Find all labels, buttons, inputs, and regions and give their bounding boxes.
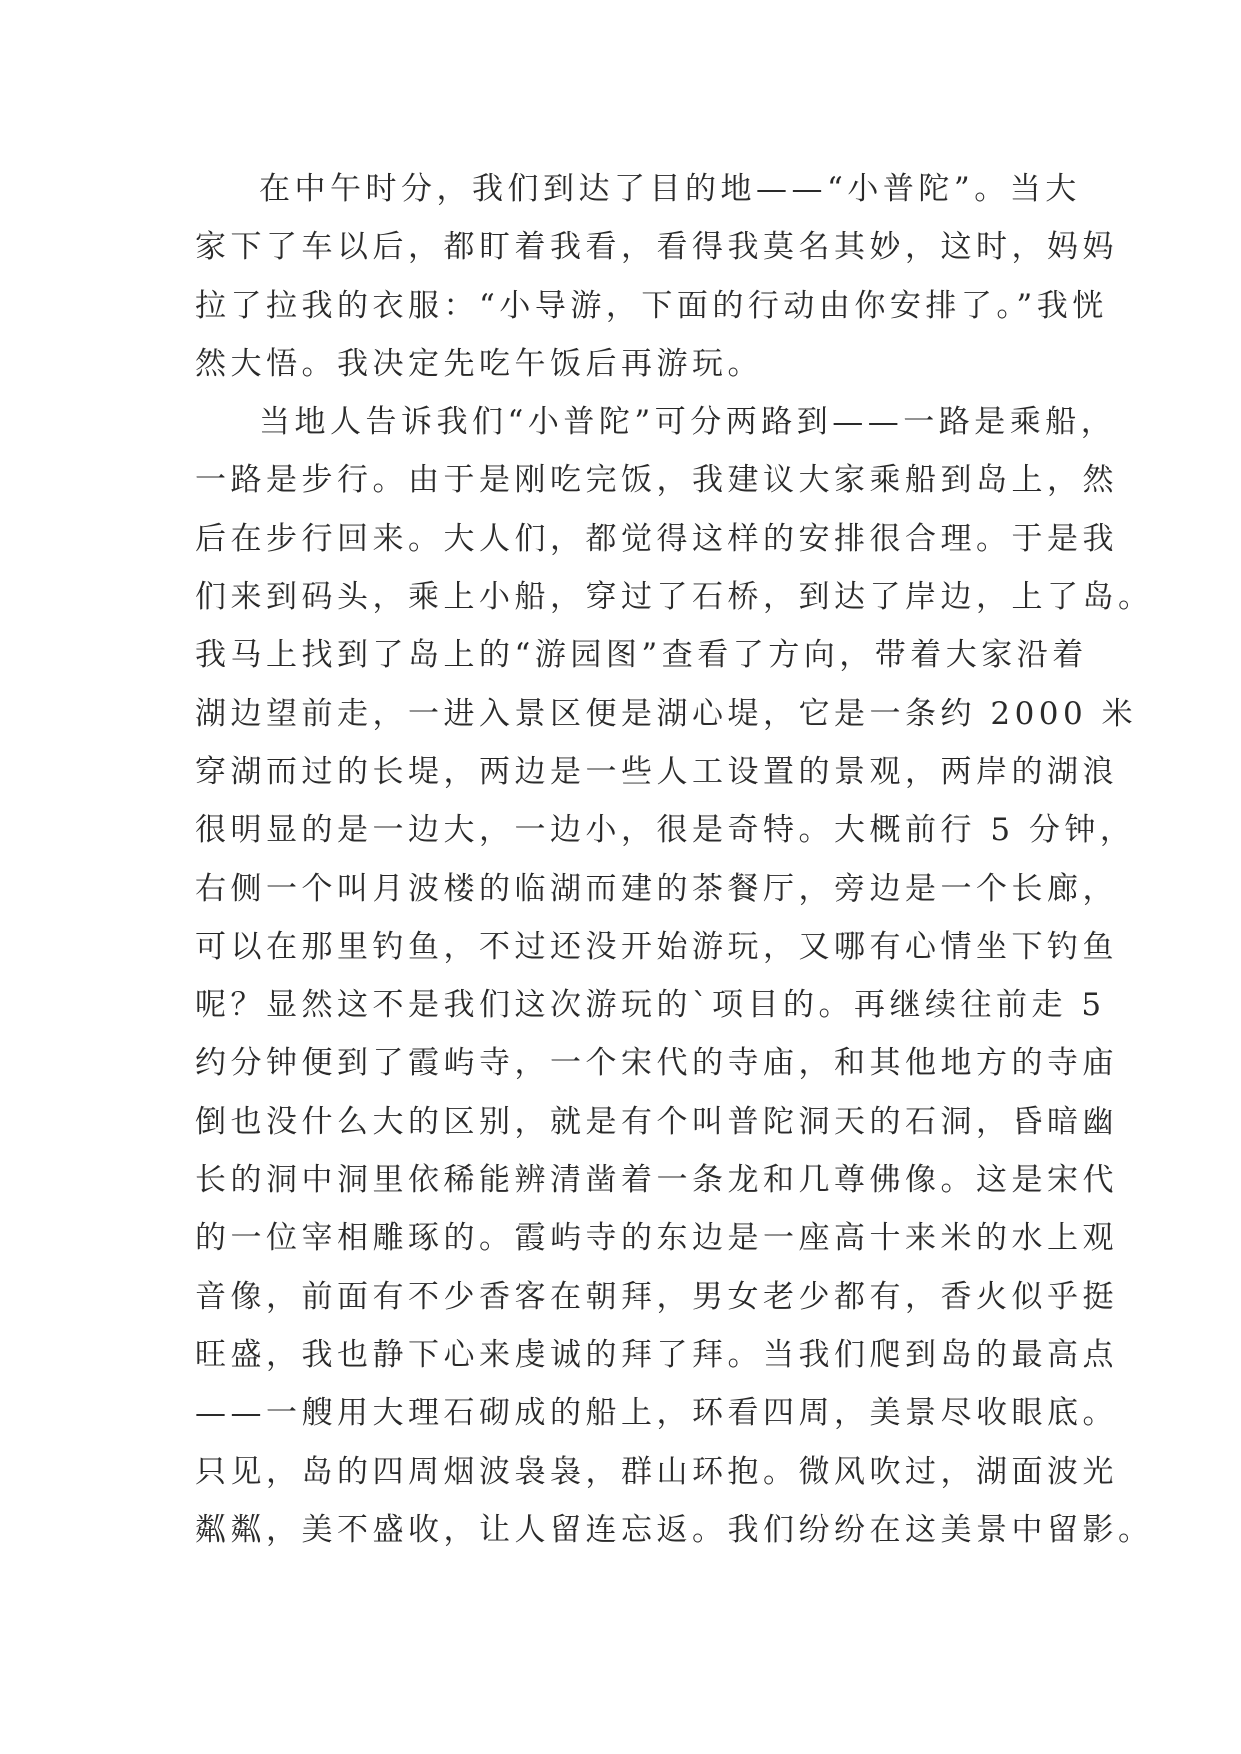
text-line: 可以在那里钓鱼，不过还没开始游玩，又哪有心情坐下钓鱼 xyxy=(195,928,1118,965)
text-line: 我马上找到了岛上的“游园图”查看了方向，带着大家沿着 xyxy=(195,637,1088,674)
text-line: 穿湖而过的长堤，两边是一些人工设置的景观，两岸的湖浪 xyxy=(195,753,1118,790)
paragraph-2 xyxy=(195,393,1154,1559)
text-line: 然大悟。我决定先吃午饭后再游玩。 xyxy=(195,345,763,382)
text-line: 后在步行回来。大人们，都觉得这样的安排很合理。于是我 xyxy=(195,520,1118,557)
text-line: 粼粼，美不盛收，让人留连忘返。我们纷纷在这美景中留影。 xyxy=(195,1511,1154,1548)
text-line: 当地人告诉我们“小普陀”可分两路到——一路是乘船， xyxy=(259,404,1117,441)
text-line: 一路是步行。由于是刚吃完饭，我建议大家乘船到岛上，然 xyxy=(195,462,1118,499)
text-line: 音像，前面有不少香客在朝拜，男女老少都有，香火似乎挺 xyxy=(195,1278,1118,1315)
text-line: 们来到码头，乘上小船，穿过了石桥，到达了岸边，上了岛。 xyxy=(195,579,1154,616)
text-line: 拉了拉我的衣服：“小导游，下面的行动由你安排了。”我恍 xyxy=(195,287,1108,324)
text-line: 倒也没什么大的区别，就是有个叫普陀洞天的石洞，昏暗幽 xyxy=(195,1103,1118,1140)
text-line: 约分钟便到了霞屿寺，一个宋代的寺庙，和其他地方的寺庙 xyxy=(195,1045,1118,1082)
text-line: ——一艘用大理石砌成的船上，环看四周，美景尽收眼底。 xyxy=(195,1395,1118,1432)
text-line: 旺盛，我也静下心来虔诚的拜了拜。当我们爬到岛的最高点 xyxy=(195,1336,1118,1373)
text-line: 湖边望前走，一进入景区便是湖心堤，它是一条约 2000 米 xyxy=(195,695,1138,732)
body-text xyxy=(195,160,1154,1559)
text-line: 呢？显然这不是我们这次游玩的`项目的。再继续往前走 5 xyxy=(195,987,1106,1024)
text-line: 很明显的是一边大，一边小，很是奇特。大概前行 5 分钟， xyxy=(195,812,1136,849)
text-line: 只见，岛的四周烟波袅袅，群山环抱。微风吹过，湖面波光 xyxy=(195,1453,1118,1490)
paragraph-1 xyxy=(195,160,1118,393)
text-line: 右侧一个叫月波楼的临湖而建的茶餐厅，旁边是一个长廊， xyxy=(195,870,1118,907)
text-line: 长的洞中洞里依稀能辨清凿着一条龙和几尊佛像。这是宋代 xyxy=(195,1162,1118,1199)
text-line: 在中午时分，我们到达了目的地——“小普陀”。当大 xyxy=(259,171,1081,207)
text-line: 家下了车以后，都盯着我看，看得我莫名其妙，这时，妈妈 xyxy=(195,229,1118,266)
text-line: 的一位宰相雕琢的。霞屿寺的东边是一座高十来米的水上观 xyxy=(195,1220,1118,1257)
